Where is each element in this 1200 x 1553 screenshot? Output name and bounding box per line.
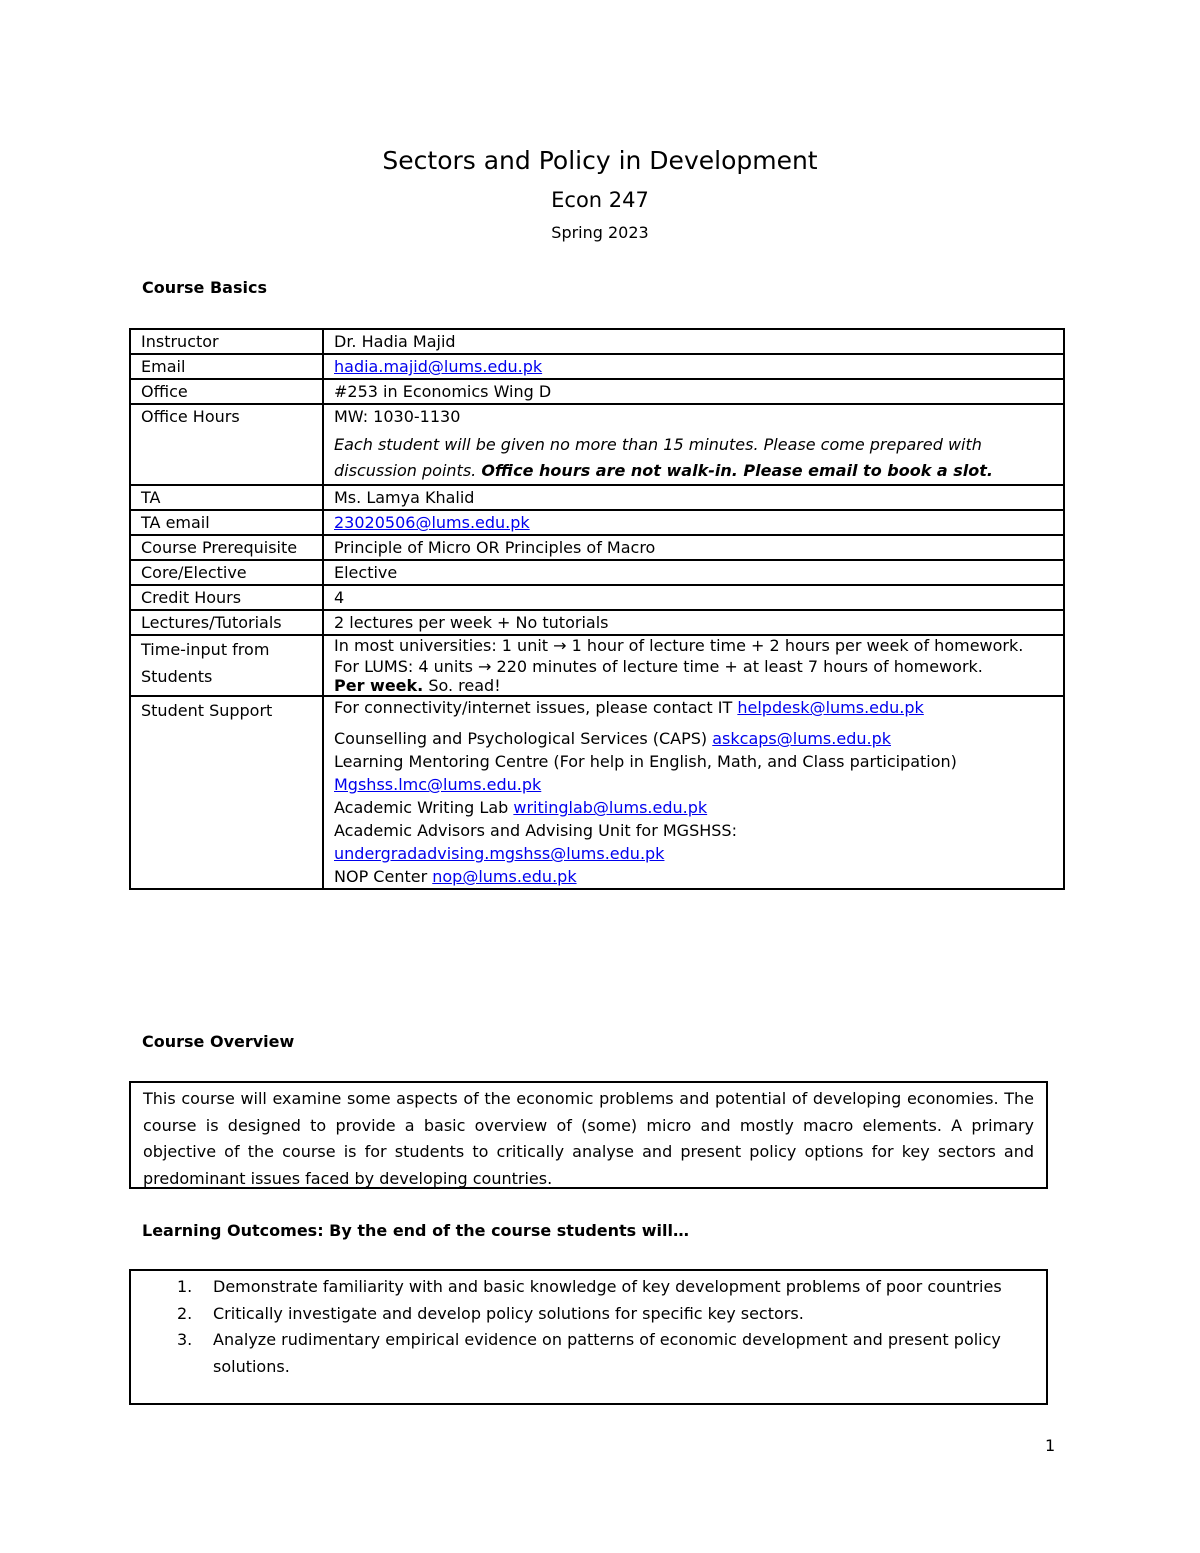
instructor-email-link[interactable]: hadia.majid@lums.edu.pk bbox=[334, 357, 543, 376]
list-item-number: 1. bbox=[177, 1277, 193, 1296]
prereq-value: Principle of Micro OR Principles of Macro bbox=[323, 535, 1064, 560]
table-row bbox=[130, 560, 1064, 585]
list-item bbox=[143, 1274, 1034, 1301]
time-input-label: Time-input from Students bbox=[130, 635, 323, 696]
office-hours-label: Office Hours bbox=[130, 404, 323, 485]
table-row bbox=[130, 485, 1064, 510]
core-elective-label: Core/Elective bbox=[130, 560, 323, 585]
learning-outcomes-list bbox=[143, 1274, 1034, 1380]
writinglab-email-link[interactable]: writinglab@lums.edu.pk bbox=[513, 798, 708, 817]
course-code: Econ 247 bbox=[551, 188, 649, 212]
time-input-read: So. read! bbox=[428, 676, 501, 695]
email-label: Email bbox=[130, 354, 323, 379]
support-it-text: For connectivity/internet issues, please contact IT bbox=[334, 698, 733, 717]
helpdesk-email-link[interactable]: helpdesk@lums.edu.pk bbox=[737, 698, 924, 717]
course-basics-table bbox=[129, 328, 1065, 890]
lmc-email-link[interactable]: Mgshss.lmc@lums.edu.pk bbox=[334, 775, 542, 794]
table-row bbox=[130, 585, 1064, 610]
instructor-value: Dr. Hadia Majid bbox=[323, 329, 1064, 354]
ta-email-label: TA email bbox=[130, 510, 323, 535]
learning-outcomes-box bbox=[129, 1269, 1048, 1405]
support-advising-text: Academic Advisors and Advising Unit for MGSHSS: bbox=[334, 821, 737, 840]
course-overview-heading: Course Overview bbox=[142, 1032, 295, 1051]
prereq-label: Course Prerequisite bbox=[130, 535, 323, 560]
support-lmc-text: Learning Mentoring Centre (For help in English, Math, and Class participation) bbox=[334, 752, 957, 771]
table-row bbox=[130, 610, 1064, 635]
office-hours-note: Each student will be given no more than 15 minutes. Please come prepared with discussion points. bbox=[334, 435, 982, 480]
table-row bbox=[130, 696, 1064, 889]
time-input-lums: For LUMS: 4 units bbox=[334, 657, 473, 676]
lectures-value: 2 lectures per week + No tutorials bbox=[323, 610, 1064, 635]
time-input-general: In most universities: 1 unit bbox=[334, 636, 549, 655]
time-input-per-week: Per week. bbox=[334, 676, 424, 695]
page-number: 1 bbox=[1045, 1436, 1056, 1455]
arrow-right-icon: → bbox=[553, 636, 567, 655]
student-support-label: Student Support bbox=[130, 696, 323, 889]
time-input-general-detail: 1 hour of lecture time + 2 hours per week of homework. bbox=[571, 636, 1024, 655]
ta-value: Ms. Lamya Khalid bbox=[323, 485, 1064, 510]
table-row bbox=[130, 535, 1064, 560]
learning-outcomes-heading: Learning Outcomes: By the end of the course students will… bbox=[142, 1221, 689, 1240]
table-row bbox=[130, 329, 1064, 354]
table-row bbox=[130, 635, 1064, 696]
ta-email-link[interactable]: 23020506@lums.edu.pk bbox=[334, 513, 530, 532]
office-label: Office bbox=[130, 379, 323, 404]
table-row bbox=[130, 404, 1064, 485]
credit-hours-value: 4 bbox=[323, 585, 1064, 610]
arrow-right-icon: → bbox=[478, 657, 492, 676]
office-hours-policy: Office hours are not walk-in. Please email to book a slot. bbox=[481, 461, 993, 480]
course-overview-box bbox=[129, 1081, 1048, 1189]
list-item-text: Critically investigate and develop policy solutions for specific key sectors. bbox=[213, 1303, 804, 1323]
office-hours-time: MW: 1030-1130 bbox=[334, 407, 461, 426]
support-nop-text: NOP Center bbox=[334, 867, 428, 886]
table-row bbox=[130, 379, 1064, 404]
list-item-number: 2. bbox=[177, 1303, 193, 1323]
list-item-text: Analyze rudimentary empirical evidence on patterns of economic development and present policy solutions. bbox=[213, 1330, 1001, 1376]
list-item-text: Demonstrate familiarity with and basic knowledge of key development problems of poor countries bbox=[213, 1277, 1002, 1296]
core-elective-value: Elective bbox=[323, 560, 1064, 585]
credit-hours-label: Credit Hours bbox=[130, 585, 323, 610]
list-item-number: 3. bbox=[177, 1330, 193, 1349]
course-overview-text: This course will examine some aspects of the economic problems and potential of developing economies. The course is designed to provide a basic overview of (some) micro and mostly macro elements. A primary objective of the course is for students to critically analyse and present policy options for key sectors and predominant issues faced by developing countries. bbox=[143, 1089, 1034, 1188]
support-caps-text: Counselling and Psychological Services (CAPS) bbox=[334, 729, 708, 748]
table-row bbox=[130, 354, 1064, 379]
nop-email-link[interactable]: nop@lums.edu.pk bbox=[432, 867, 577, 886]
ta-label: TA bbox=[130, 485, 323, 510]
course-title: Sectors and Policy in Development bbox=[382, 146, 818, 175]
course-term: Spring 2023 bbox=[551, 223, 649, 242]
office-value: #253 in Economics Wing D bbox=[323, 379, 1064, 404]
course-basics-heading: Course Basics bbox=[142, 278, 267, 297]
list-item bbox=[143, 1327, 1034, 1380]
list-item bbox=[143, 1301, 1034, 1328]
lectures-label: Lectures/Tutorials bbox=[130, 610, 323, 635]
caps-email-link[interactable]: askcaps@lums.edu.pk bbox=[712, 729, 891, 748]
table-row bbox=[130, 510, 1064, 535]
instructor-label: Instructor bbox=[130, 329, 323, 354]
time-input-lums-detail: 220 minutes of lecture time + at least 7 hours of homework. bbox=[496, 657, 983, 676]
support-awl-text: Academic Writing Lab bbox=[334, 798, 509, 817]
advising-email-link[interactable]: undergradadvising.mgshss@lums.edu.pk bbox=[334, 844, 665, 863]
